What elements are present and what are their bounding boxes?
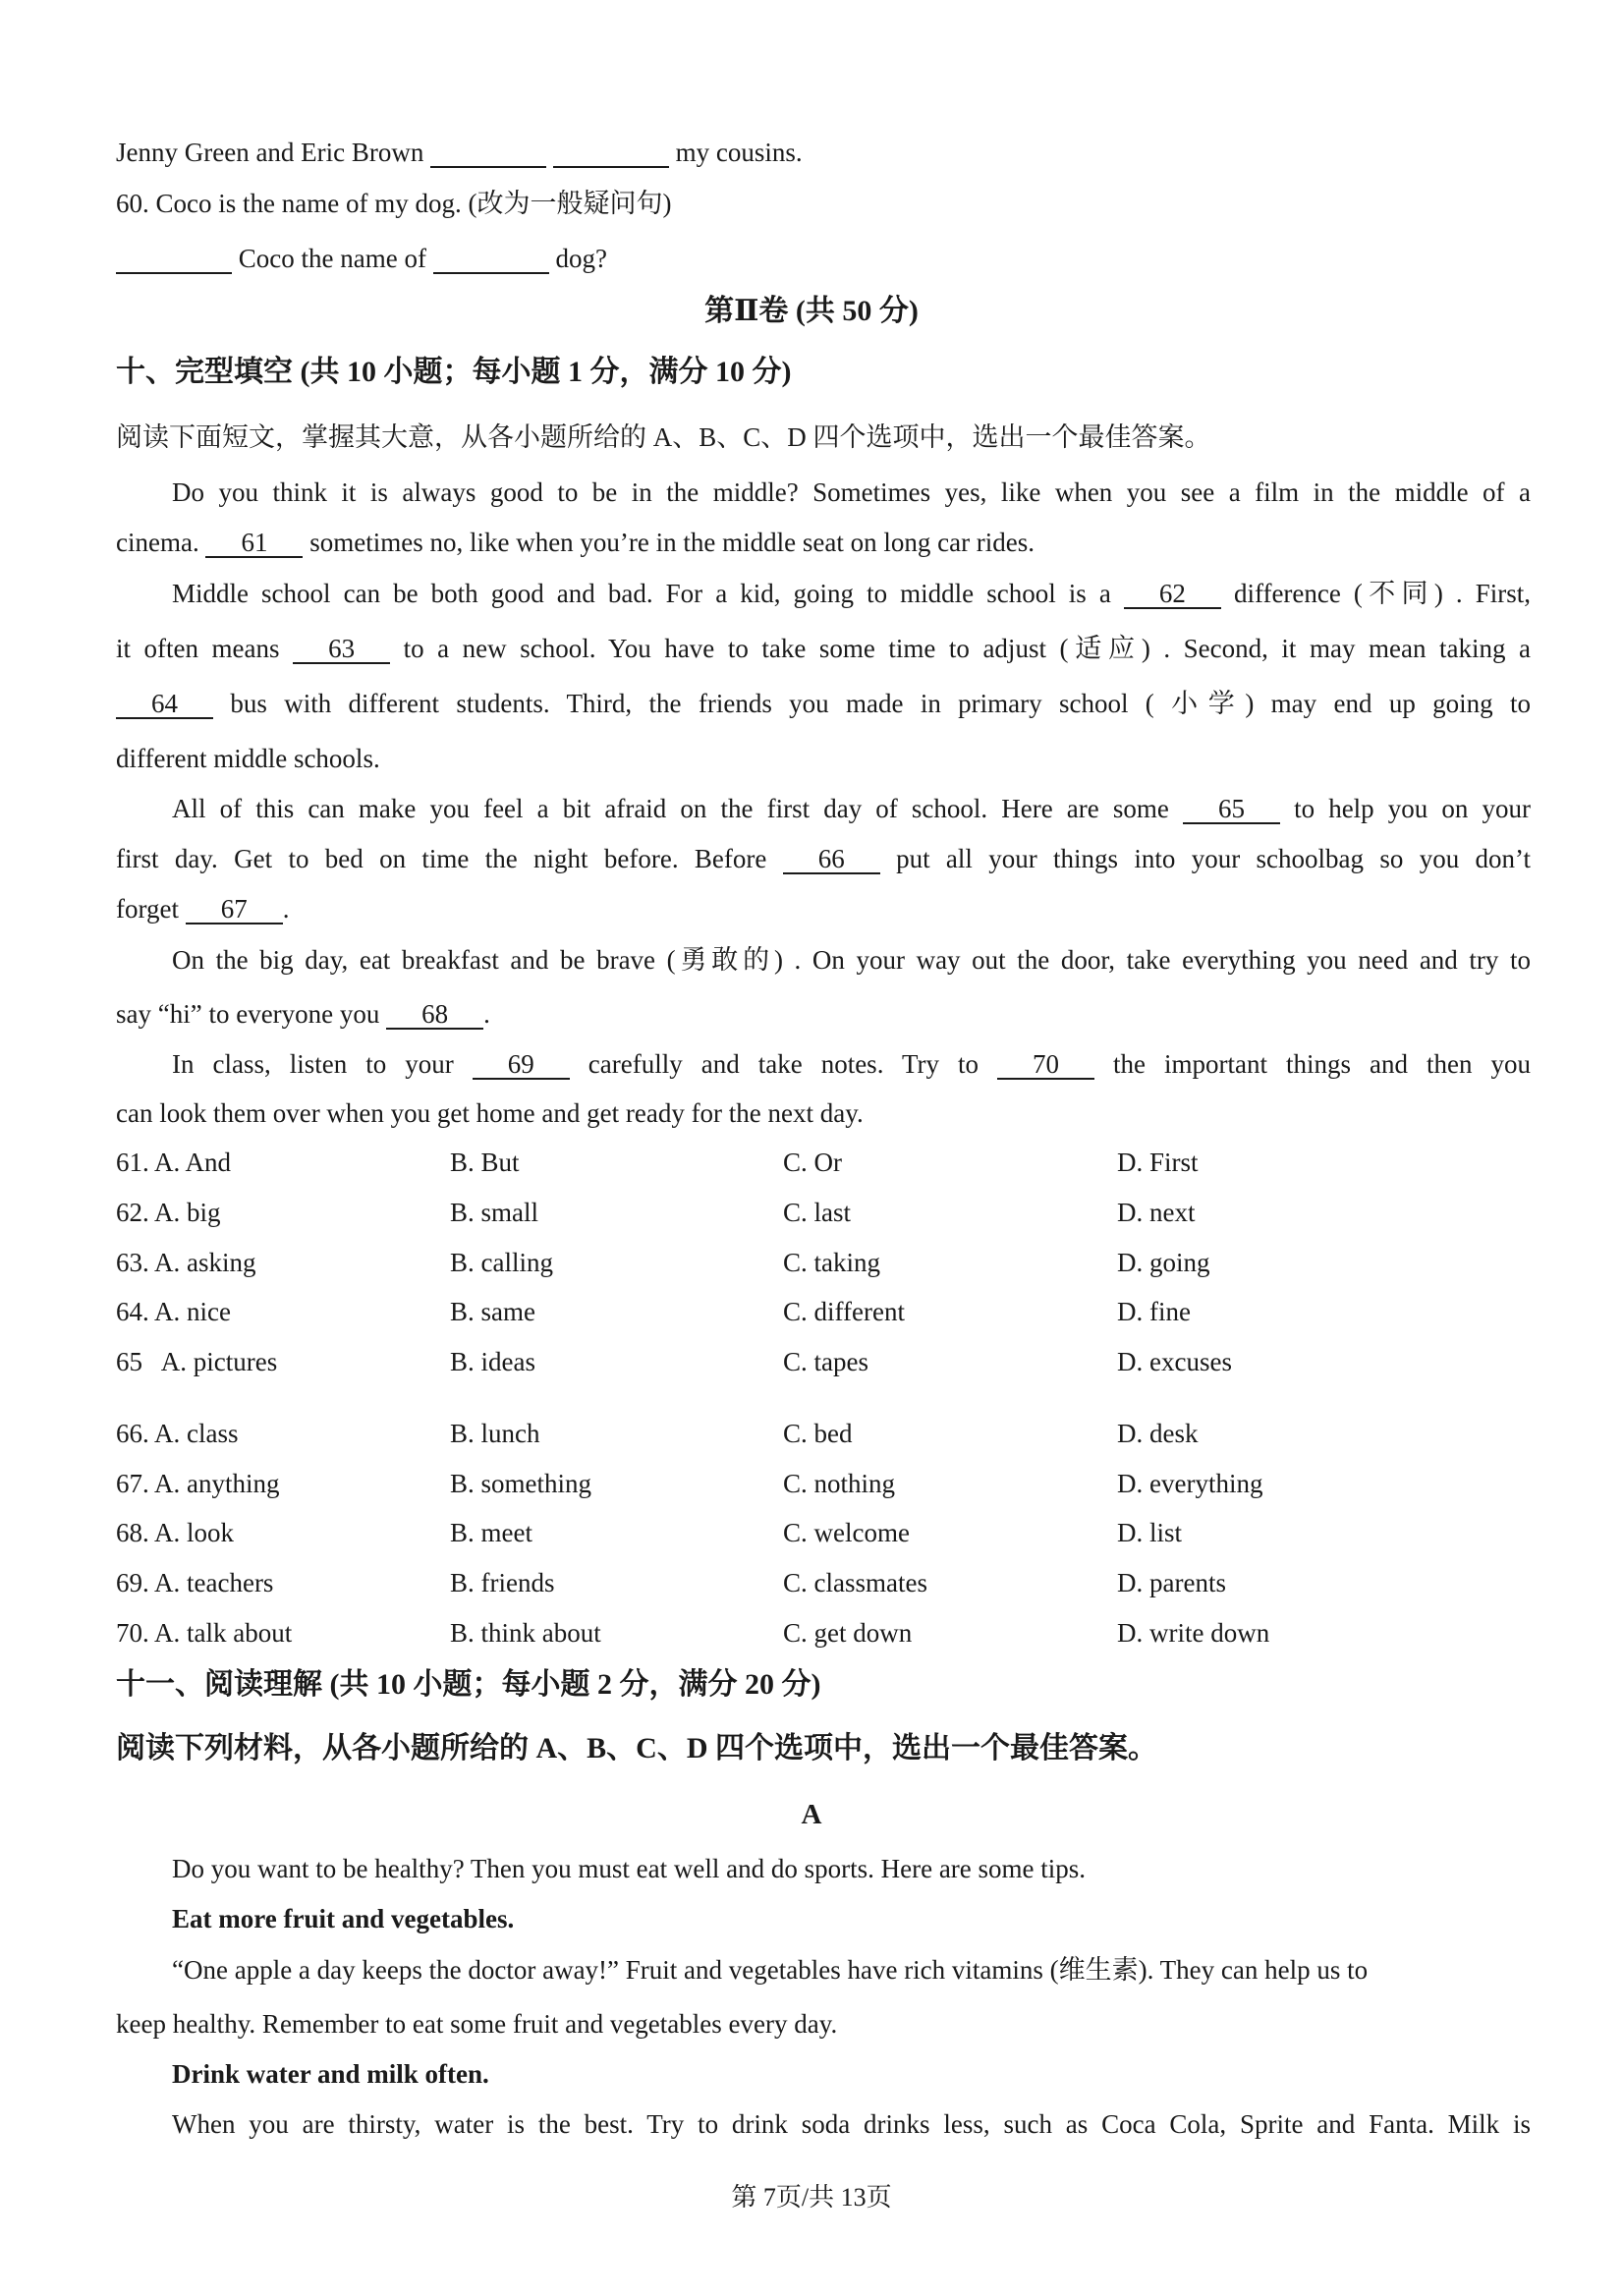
q60-answer-line: [116, 242, 1531, 275]
passage-line: [116, 687, 1531, 720]
option-b[interactable]: B. But: [450, 1148, 520, 1177]
passage-line: Do you think it is always good to be in the middle? Sometimes yes, like when you see a film in the middle of a: [172, 477, 1531, 507]
option-c[interactable]: C. taking: [783, 1248, 880, 1277]
option-d[interactable]: D. write down: [1117, 1618, 1270, 1648]
option-b[interactable]: B. ideas: [450, 1347, 535, 1376]
option-a[interactable]: 65 A. pictures: [116, 1347, 278, 1376]
option-c[interactable]: C. last: [783, 1198, 852, 1227]
option-c[interactable]: C. Or: [783, 1148, 842, 1177]
passage-line: [116, 997, 1531, 1031]
option-c[interactable]: C. get down: [783, 1618, 913, 1648]
page-footer: 第 7页/共 13页: [731, 2183, 892, 2212]
option-a[interactable]: 63. A. asking: [116, 1248, 256, 1277]
option-c[interactable]: C. classmates: [783, 1568, 927, 1597]
text: forget: [116, 894, 179, 924]
cloze-blank-68[interactable]: 68: [386, 1000, 483, 1030]
passage-line: [172, 577, 1531, 610]
option-a[interactable]: 69. A. teachers: [116, 1568, 274, 1597]
text: bus with different students. Third, the friends you made in primary school ( 小学) may end up going to: [230, 689, 1532, 718]
section-10-instruction: 阅读下面短文，掌握其大意，从各小题所给的 A、B、C、D 四个选项中，选出一个最佳答案。: [116, 422, 1211, 452]
text: Coco the name of: [238, 244, 426, 273]
passage-line: can look them over when you get home and get ready for the next day.: [116, 1098, 864, 1128]
option-c[interactable]: C. nothing: [783, 1469, 896, 1498]
passage-line: [172, 792, 1531, 825]
passage-line: [116, 842, 1531, 875]
text: to a new school. You have to take some time to adjust (适应) . Second, it may mean taking a: [403, 634, 1531, 663]
cloze-blank-61[interactable]: 61: [205, 529, 303, 558]
cloze-blank-62[interactable]: 62: [1124, 580, 1221, 609]
text: to help you on your: [1294, 794, 1531, 823]
option-a[interactable]: 61. A. And: [116, 1148, 232, 1177]
option-b[interactable]: B. think about: [450, 1618, 601, 1648]
option-d[interactable]: D. list: [1117, 1518, 1183, 1547]
q59-answer-line: [116, 136, 1531, 169]
cloze-blank-67[interactable]: 67: [186, 895, 283, 924]
passage-line: [172, 1047, 1531, 1081]
option-c[interactable]: C. bed: [783, 1419, 853, 1448]
text: carefully and take notes. Try to: [588, 1049, 979, 1079]
option-d[interactable]: D. excuses: [1117, 1347, 1232, 1376]
option-b[interactable]: B. lunch: [450, 1419, 540, 1448]
passage-line: [116, 632, 1531, 665]
option-b[interactable]: B. small: [450, 1198, 539, 1227]
option-c[interactable]: C. different: [783, 1297, 905, 1326]
option-b[interactable]: B. friends: [450, 1568, 555, 1597]
tip-heading: Drink water and milk often.: [172, 2059, 489, 2089]
text: cinema.: [116, 528, 199, 557]
option-a[interactable]: 67. A. anything: [116, 1469, 280, 1498]
q60-prompt: 60. Coco is the name of my dog. (改为一般疑问句): [116, 189, 672, 218]
text: dog?: [555, 244, 607, 273]
option-d[interactable]: D. going: [1117, 1248, 1210, 1277]
text: difference (不同) . First,: [1233, 579, 1531, 608]
passage-line: Do you want to be healthy? Then you must eat well and do sports. Here are some tips.: [172, 1854, 1087, 1883]
option-a[interactable]: 66. A. class: [116, 1419, 239, 1448]
cloze-blank-69[interactable]: 69: [473, 1050, 570, 1080]
answer-blank[interactable]: [553, 139, 669, 168]
option-d[interactable]: D. next: [1117, 1198, 1196, 1227]
text: it often means: [116, 634, 280, 663]
section-11-instruction: 阅读下列材料，从各小题所给的 A、B、C、D 四个选项中，选出一个最佳答案。: [116, 1732, 1158, 1764]
option-b[interactable]: B. calling: [450, 1248, 553, 1277]
passage-label: A: [801, 1799, 822, 1830]
passage-line: “One apple a day keeps the doctor away!” Fruit and vegetables have rich vitamins (维生素). They can help us to: [172, 1955, 1369, 1985]
option-a[interactable]: 70. A. talk about: [116, 1618, 293, 1648]
text: put all your things into your schoolbag so you don’t: [896, 844, 1532, 873]
option-d[interactable]: D. everything: [1117, 1469, 1263, 1498]
answer-blank[interactable]: [433, 245, 549, 274]
option-d[interactable]: D. parents: [1117, 1568, 1226, 1597]
passage-line: [116, 526, 1531, 559]
option-d[interactable]: D. desk: [1117, 1419, 1199, 1448]
text: Jenny Green and Eric Brown: [116, 138, 424, 167]
tip-heading: Eat more fruit and vegetables.: [172, 1904, 515, 1933]
section-11-heading: 十一、阅读理解 (共 10 小题；每小题 2 分，满分 20 分): [116, 1668, 821, 1701]
volume-title: 第Ⅱ卷 (共 50 分): [704, 295, 919, 327]
passage-line: When you are thirsty, water is the best. Try to drink soda drinks less, such as Coca Cola, Sprite and Fanta. Milk is: [172, 2109, 1531, 2139]
passage-line: keep healthy. Remember to eat some fruit and vegetables every day.: [116, 2009, 838, 2039]
text: my cousins.: [675, 138, 803, 167]
option-a[interactable]: 68. A. look: [116, 1518, 235, 1547]
text: first day. Get to bed on time the night before. Before: [116, 844, 767, 873]
option-c[interactable]: C. welcome: [783, 1518, 910, 1547]
option-c[interactable]: C. tapes: [783, 1347, 868, 1376]
option-b[interactable]: B. meet: [450, 1518, 532, 1547]
option-b[interactable]: B. same: [450, 1297, 535, 1326]
answer-blank[interactable]: [430, 139, 546, 168]
text: the important things and then you: [1113, 1049, 1532, 1079]
option-d[interactable]: D. fine: [1117, 1297, 1191, 1326]
passage-line: [116, 892, 1531, 925]
cloze-blank-63[interactable]: 63: [293, 635, 390, 664]
option-a[interactable]: 64. A. nice: [116, 1297, 231, 1326]
text: .: [483, 999, 490, 1029]
section-10-heading: 十、完型填空 (共 10 小题；每小题 1 分，满分 10 分): [116, 356, 792, 388]
text: .: [282, 894, 290, 924]
text: sometimes no, like when you’re in the middle seat on long car rides.: [309, 528, 1035, 557]
cloze-blank-66[interactable]: 66: [783, 845, 880, 874]
text: say “hi” to everyone you: [116, 999, 380, 1029]
answer-blank[interactable]: [116, 245, 232, 274]
text: All of this can make you feel a bit afraid on the first day of school. Here are some: [172, 794, 1169, 823]
text: Middle school can be both good and bad. For a kid, going to middle school is a: [172, 579, 1111, 608]
passage-line: different middle schools.: [116, 744, 380, 773]
passage-line: On the big day, eat breakfast and be brave (勇敢的) . On your way out the door, take everything you need and try to: [172, 945, 1531, 975]
option-b[interactable]: B. something: [450, 1469, 592, 1498]
cloze-blank-64[interactable]: 64: [116, 690, 213, 719]
option-a[interactable]: 62. A. big: [116, 1198, 221, 1227]
cloze-blank-70[interactable]: 70: [997, 1050, 1094, 1080]
cloze-blank-65[interactable]: 65: [1183, 795, 1280, 824]
option-d[interactable]: D. First: [1117, 1148, 1199, 1177]
text: In class, listen to your: [172, 1049, 454, 1079]
